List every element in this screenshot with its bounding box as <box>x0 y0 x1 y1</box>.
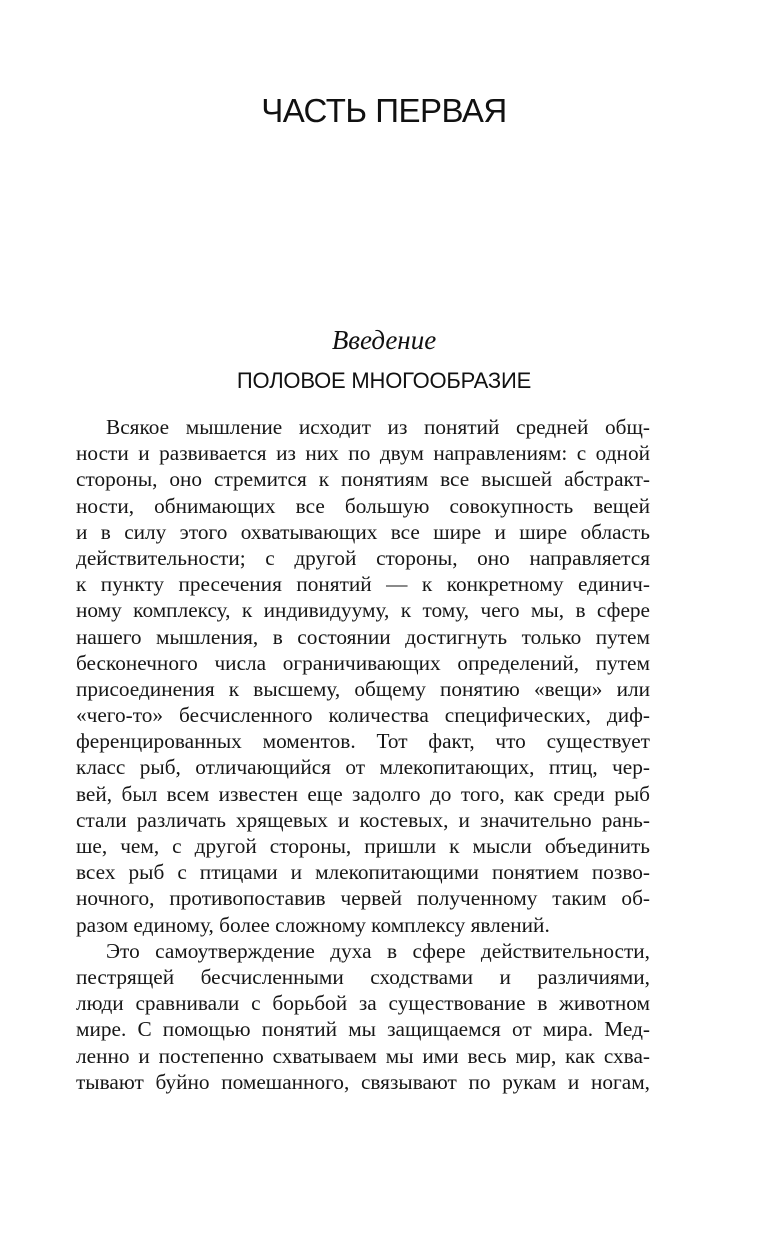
text-line: нашего мышления, в состоянии достигнуть только путем <box>76 624 650 649</box>
introduction-heading: Введение <box>331 325 437 355</box>
text-line: вей, был всем известен еще задолго до того, как среди рыб <box>76 781 650 806</box>
text-line: бесконечного числа ограничивающих определений, путем <box>76 650 650 675</box>
paragraph-1 <box>76 414 650 938</box>
text-line: люди сравнивали с борьбой за существование в животном <box>76 991 650 1016</box>
text-line: ленно и постепенно схватываем мы ими весь мир, как схва- <box>76 1043 650 1068</box>
text-line: стороны, оно стремится к понятиям все высшей абстракт- <box>76 467 650 492</box>
text-line: ференцированных моментов. Тот факт, что существует <box>76 729 650 754</box>
body-text <box>76 414 650 1095</box>
text-line: разом единому, более сложному комплексу явлений. <box>76 912 550 937</box>
text-line: к пункту пресечения понятий — к конкретному единич- <box>76 572 650 597</box>
text-line: стали различать хрящевых и костевых, и значительно рань- <box>76 807 650 832</box>
text-line: Это самоутверждение духа в сфере действительности, <box>106 938 650 963</box>
text-line: ше, чем, с другой стороны, пришли к мысли объединить <box>76 834 650 858</box>
paragraph-2 <box>76 938 650 1095</box>
text-line: ности, обнимающих все большую совокупность вещей <box>76 493 650 518</box>
text-line: действительности; с другой стороны, оно направляется <box>76 545 650 570</box>
chapter-title: ПОЛОВОЕ МНОГООБРАЗИЕ <box>236 368 532 393</box>
text-line: пестрящей бесчисленными сходствами и различиями, <box>76 964 650 989</box>
text-line: присоединения к высшему, общему понятию «вещи» или <box>76 676 650 701</box>
text-line: мире. С помощью понятий мы защищаемся от мира. Мед- <box>76 1017 650 1042</box>
text-line: «чего-то» бесчисленного количества специфических, диф- <box>76 703 650 728</box>
text-line: класс рыб, отличающийся от млекопитающих, птиц, чер- <box>76 755 650 780</box>
part-title: ЧАСТЬ ПЕРВАЯ <box>261 92 507 129</box>
text-line: ночного, противопоставив червей полученному таким об- <box>76 886 650 911</box>
text-line: тывают буйно помешанного, связывают по рукам и ногам, <box>76 1069 650 1094</box>
text-line: всех рыб с птицами и млекопитающими понятием позво- <box>76 860 650 885</box>
text-line: ности и развивается из них по двум направлениям: с одной <box>76 441 650 466</box>
text-line: и в силу этого охватывающих все шире и шире область <box>76 519 650 544</box>
text-line: Всякое мышление исходит из понятий средней общ- <box>106 415 650 439</box>
text-line: ному комплексу, к индивидууму, к тому, чего мы, в сфере <box>76 598 650 623</box>
